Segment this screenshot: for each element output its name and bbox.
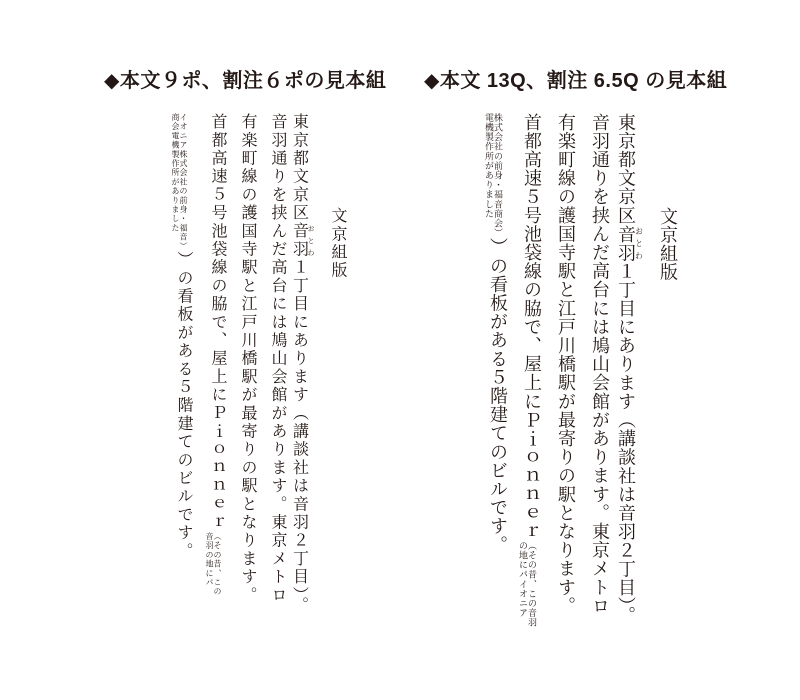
text-column: 音羽通りを挟んだ高台には鳩山会館があります。東京メトロ: [269, 113, 286, 605]
ruby-furigana: 音羽おとわ: [616, 224, 644, 262]
text-column: 首都高速５号池袋線の脇で、屋上にＰｉｏｎｎｅｒ （その昔、この 音羽の地にパ: [205, 113, 226, 597]
warichu-note: [171, 113, 187, 251]
warichu-line: 株式会社の前身・福音商会）: [493, 113, 503, 238]
warichu-line: 電機製作所がありました: [484, 113, 494, 219]
text-column: 首都高速５号池袋線の脇で、屋上にＰｉｏｎｎｅｒ （その昔、この音羽 の地にパイオニア: [518, 113, 542, 628]
warichu-line: の地にパイオニア: [518, 540, 528, 618]
warichu-line: （その昔、この音羽: [527, 540, 537, 628]
text-column: イオニア株式会社の前身・福音） 商会電機製作所がありました ）の看板がある５階建てのビルです。: [171, 113, 192, 561]
column-title: 文京組版: [329, 207, 346, 280]
warichu-line: （その昔、この: [213, 531, 222, 597]
text-column: 東京都文京区音羽 おとわ１丁目にあります（講談社は音羽２丁目）。: [290, 113, 315, 615]
text-column: 東京都文京区音羽おとわ１丁目にあります（講談社は音羽２丁目）。: [616, 113, 644, 625]
text-column: 有楽町線の護国寺駅と江戸川橋駅が最寄りの駅となります。: [556, 113, 576, 616]
text-column: 音羽通りを挟んだ高台には鳩山会館があります。東京メトロ: [590, 113, 610, 616]
sample-13q-heading: ◆本文 13Q、割注 6.5Q の見本組: [424, 70, 728, 92]
warichu-note: [484, 113, 502, 238]
warichu-line: 商会電機製作所がありました: [171, 113, 180, 233]
sample-9pt-heading: ◆本文９ポ、割注６ポの見本組: [104, 70, 387, 92]
text-column: 有楽町線の護国寺駅と江戸川橋駅が最寄りの駅となります。: [239, 113, 256, 605]
warichu-note: [518, 541, 536, 627]
warichu-line: イオニア株式会社の前身・福音）: [179, 113, 188, 251]
sample-9pt-text-block: [157, 113, 345, 633]
warichu-line: 音羽の地にパ: [205, 531, 214, 587]
warichu-note: [205, 532, 221, 596]
ruby-furigana: 音羽 おとわ: [290, 222, 315, 259]
sample-13q-text-block: [473, 113, 677, 628]
text-column: 株式会社の前身・福音商会） 電機製作所がありました ）の看板がある５階建てのビルです。: [484, 113, 508, 555]
column-title: 文京組版: [658, 207, 678, 282]
